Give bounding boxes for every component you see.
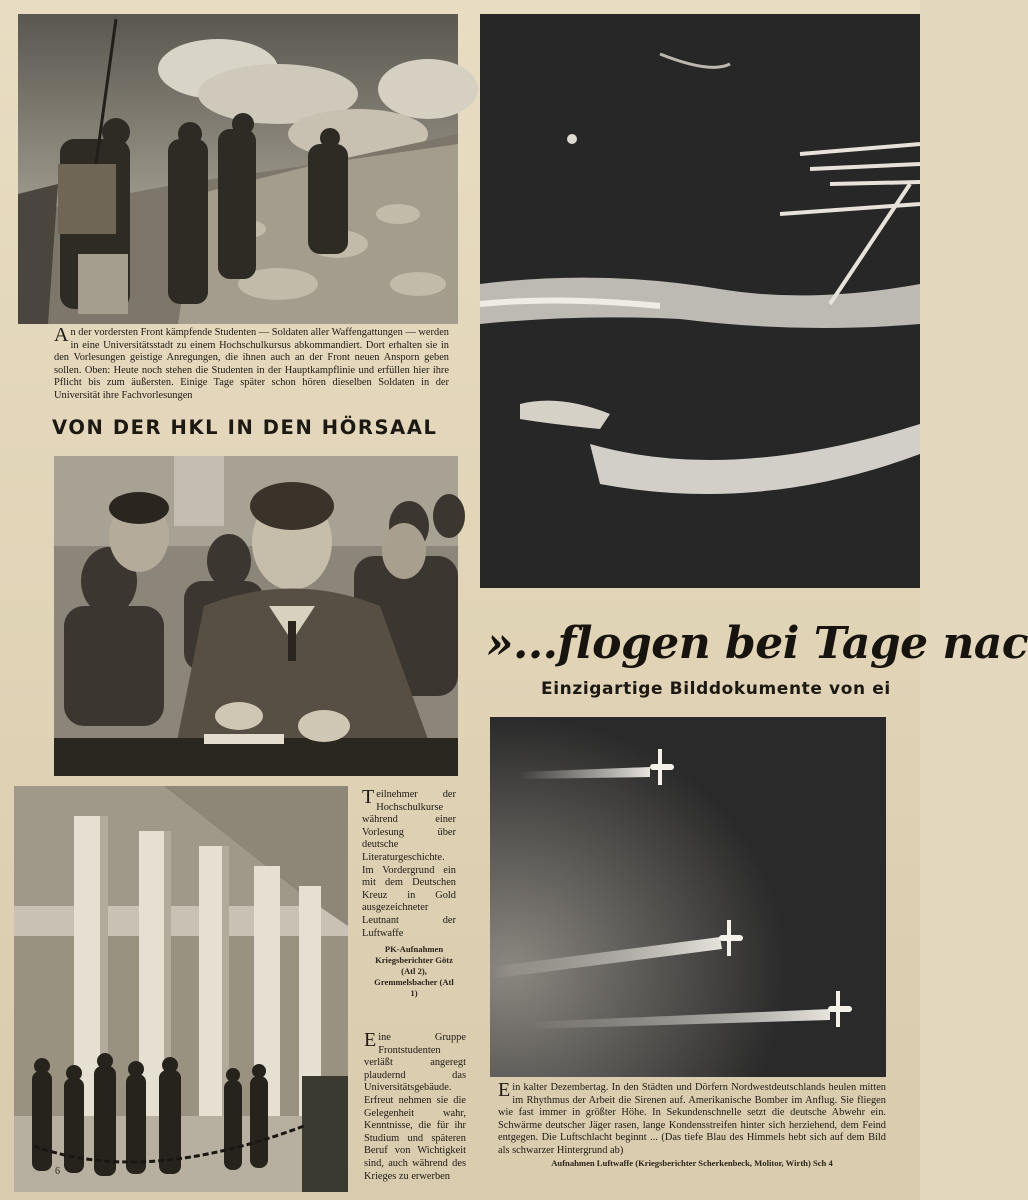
credit-luftwaffe-aufnahmen: Aufnahmen Luftwaffe (Kriegsberichter Scherkenbeck, Molitor, Wirth) Sch 4 — [551, 1158, 833, 1168]
mountain-soldiers-image — [18, 14, 458, 324]
bombers-contrails-image — [490, 717, 886, 1077]
caption-dropcap: E — [498, 1079, 511, 1101]
caption-dropcap: A — [54, 324, 69, 346]
university-building-image — [14, 786, 348, 1192]
article-subtitle: Einzigartige Bilddokumente von ei — [541, 679, 891, 699]
caption-text: eilnehmer der Hochschulkurse während einer Vorlesung über deutsche Literaturgeschichte. Im Vordergrund ein mit dem Deutschen Kreuz in Gold ausgezeichneter Leutnant der Luftwaffe — [362, 789, 456, 939]
caption-text: in kalter Dezembertag. In den Städten und Dörfern Nordwestdeutschlands heulen mitten im Rhythmus der Arbeit die Sirenen auf. Amerikanische Bomber im Anflug. Sie fliegen wie fast immer in größter Höhe. In Sekundenschnelle setzt die deutsche Abwehr ein. Schwärme deutscher Jäger rasen, lange Kondensstreifen hinter sich herziehend, dem Feind entgegen. Die Luftschlacht beginnt ... (Das tiefe Blau des Himmels hebt sich auf dem Bild als schwarzer Hintergrund ab) — [498, 1082, 886, 1156]
page-number: 6 — [55, 1166, 60, 1177]
caption-lecture-participants — [362, 786, 456, 940]
caption-front-students-group — [364, 1029, 466, 1183]
caption-dropcap: E — [364, 1029, 377, 1051]
photo-university-building — [14, 786, 348, 1192]
photo-air-battle — [480, 14, 920, 588]
caption-december-day — [498, 1079, 886, 1158]
lecture-hall-image — [54, 456, 458, 776]
caption-dropcap: T — [362, 786, 375, 808]
caption-text: n der vordersten Front kämpfende Studenten — Soldaten aller Waffengattungen — werden in eine Universitätsstadt zu einem Hochschulkursus abkommandiert. Dort erhalten sie in den Vorlesungen geistige Anregungen, die ihnen auch an der Front neuen Ansporn geben sollen. Oben: Heute noch stehen die Studenten in der Hauptkampflinie und erfüllen hier ihre Pflicht bis zum äußersten. Einige Tage später schon hören dieselben Soldaten in der Universität ihre Fachvorlesungen — [54, 327, 449, 401]
article-title-script: »...flogen bei Tage nac — [486, 618, 1028, 669]
caption-front-students — [54, 324, 449, 403]
photo-mountain-soldiers — [18, 14, 458, 324]
photo-bombers-contrails — [490, 717, 886, 1077]
caption-text: ine Gruppe Frontstudenten verläßt angeregt plaudernd das Universitätsgebäude. Erfreut nehmen sie die Gelegenheit wahr, Kenntnisse, die für ihr Studium und späteren Beruf von Wichtigkeit sind, auch während des Krieges zu erwerben — [364, 1032, 466, 1182]
credit-pk-aufnahmen: PK-Aufnahmen Kriegsberichter Götz (Atl 2), Gremmelsbacher (Atl 1) — [374, 944, 454, 998]
photo-lecture-hall — [54, 456, 458, 776]
air-battle-image — [480, 14, 920, 588]
headline-hkl-hoersaal: VON DER HKL IN DEN HÖRSAAL — [52, 416, 438, 439]
